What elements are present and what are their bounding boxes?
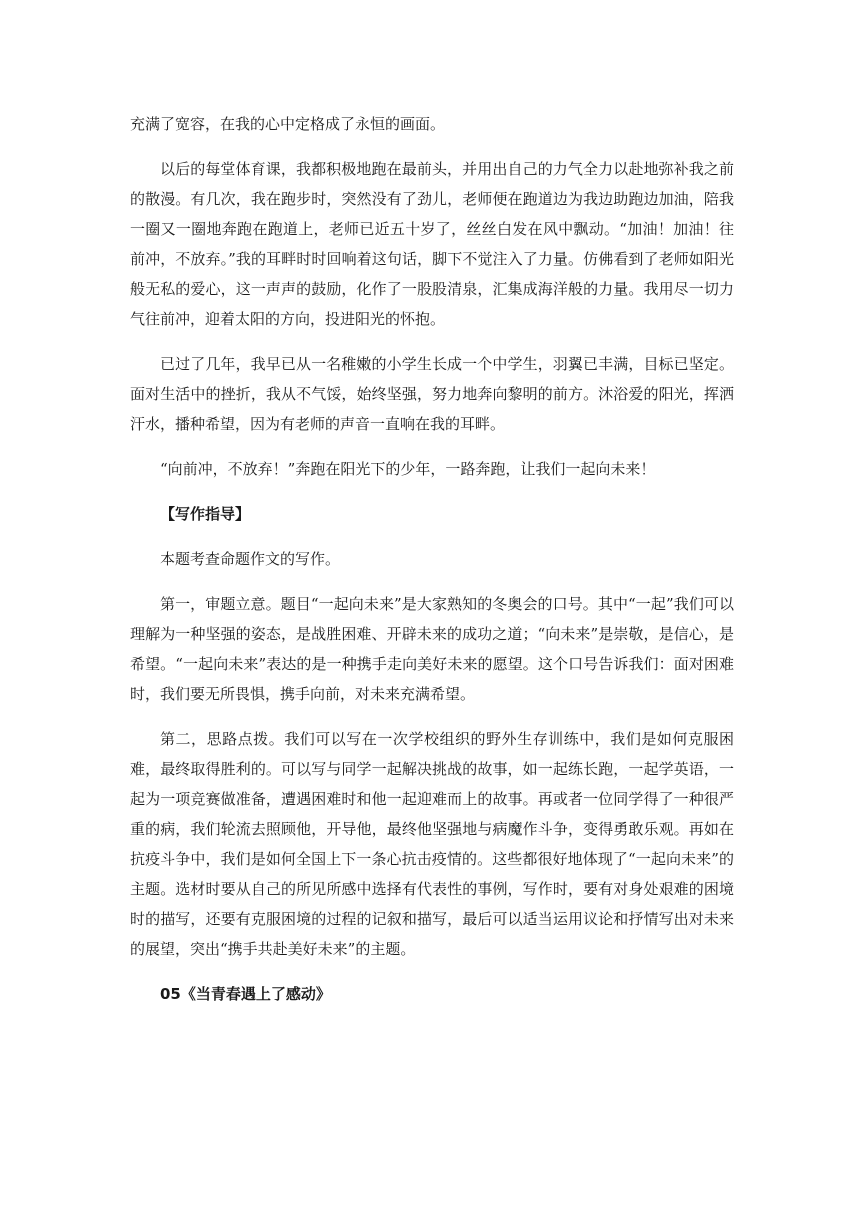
section-heading-writing-guide: 【写作指导】 <box>160 505 251 523</box>
paragraph-pe-class: 以后的每堂体育课，我都积极地跑在最前头，并用出自己的力气全力以赴地弥补我之前的散漫。有几次，我在跑步时，突然没有了劲儿，老师便在跑道边为我边助跑边加油，陪我一圈又一圈地奔跑在跑道上，老师已近五十岁了，丝丝白发在风中飘动。“加油！加油！往前冲，不放弃。”我的耳畔时时回响着这句话，脚下不觉注入了力量。仿佛看到了老师如阳光般无私的爱心，这一声声的鼓励，化作了一股股清泉，汇集成海洋般的力量。我用尽一切力气往前冲，迎着太阳的方向，投进阳光的怀抱。 <box>130 160 734 328</box>
paragraph-guide-intro: 本题考查命题作文的写作。 <box>160 550 341 568</box>
paragraph-guide-second: 第二，思路点拨。我们可以写在一次学校组织的野外生存训练中，我们是如何克服困难，最终取得胜利的。可以写与同学一起解决挑战的故事，如一起练长跑，一起学英语，一起为一项竞赛做准备，遭遇困难时和他一起迎难而上的故事。再或者一位同学得了一种很严重的病，我们轮流去照顾他，开导他，最终他坚强地与病魔作斗争，变得勇敢乐观。再如在抗疫斗争中，我们是如何全国上下一条心抗击疫情的。这些都很好地体现了“一起向未来”的主题。选材时要从自己的所见所感中选择有代表性的事例，写作时，要有对身处艰难的困境时的描写，还要有克服困境的过程的记叙和描写，最后可以适当运用议论和抒情写出对未来的展望，突出“携手共赴美好未来”的主题。 <box>130 730 734 958</box>
paragraph-guide-first: 第一，审题立意。题目“一起向未来”是大家熟知的冬奥会的口号。其中“一起”我们可以理解为一种坚强的姿态，是战胜困难、开辟未来的成功之道；“向未来”是崇敬，是信心，是希望。“一起向未来”表达的是一种携手走向美好未来的愿望。这个口号告诉我们：面对困难时，我们要无所畏惧，携手向前，对未来充满希望。 <box>130 595 734 703</box>
next-essay-title: 05《当青春遇上了感动》 <box>160 985 331 1003</box>
paragraph-closing: “向前冲，不放弃！”奔跑在阳光下的少年，一路奔跑，让我们一起向未来！ <box>160 460 656 478</box>
paragraph-years-later: 已过了几年，我早已从一名稚嫩的小学生长成一个中学生，羽翼已丰满，目标已坚定。面对生活中的挫折，我从不气馁，始终坚强，努力地奔向黎明的前方。沐浴爱的阳光，挥洒汗水，播种希望，因为有老师的声音一直响在我的耳畔。 <box>130 355 734 433</box>
document-body <box>130 109 734 1024</box>
paragraph-essay-end: 充满了宽容，在我的心中定格成了永恒的画面。 <box>130 115 446 133</box>
